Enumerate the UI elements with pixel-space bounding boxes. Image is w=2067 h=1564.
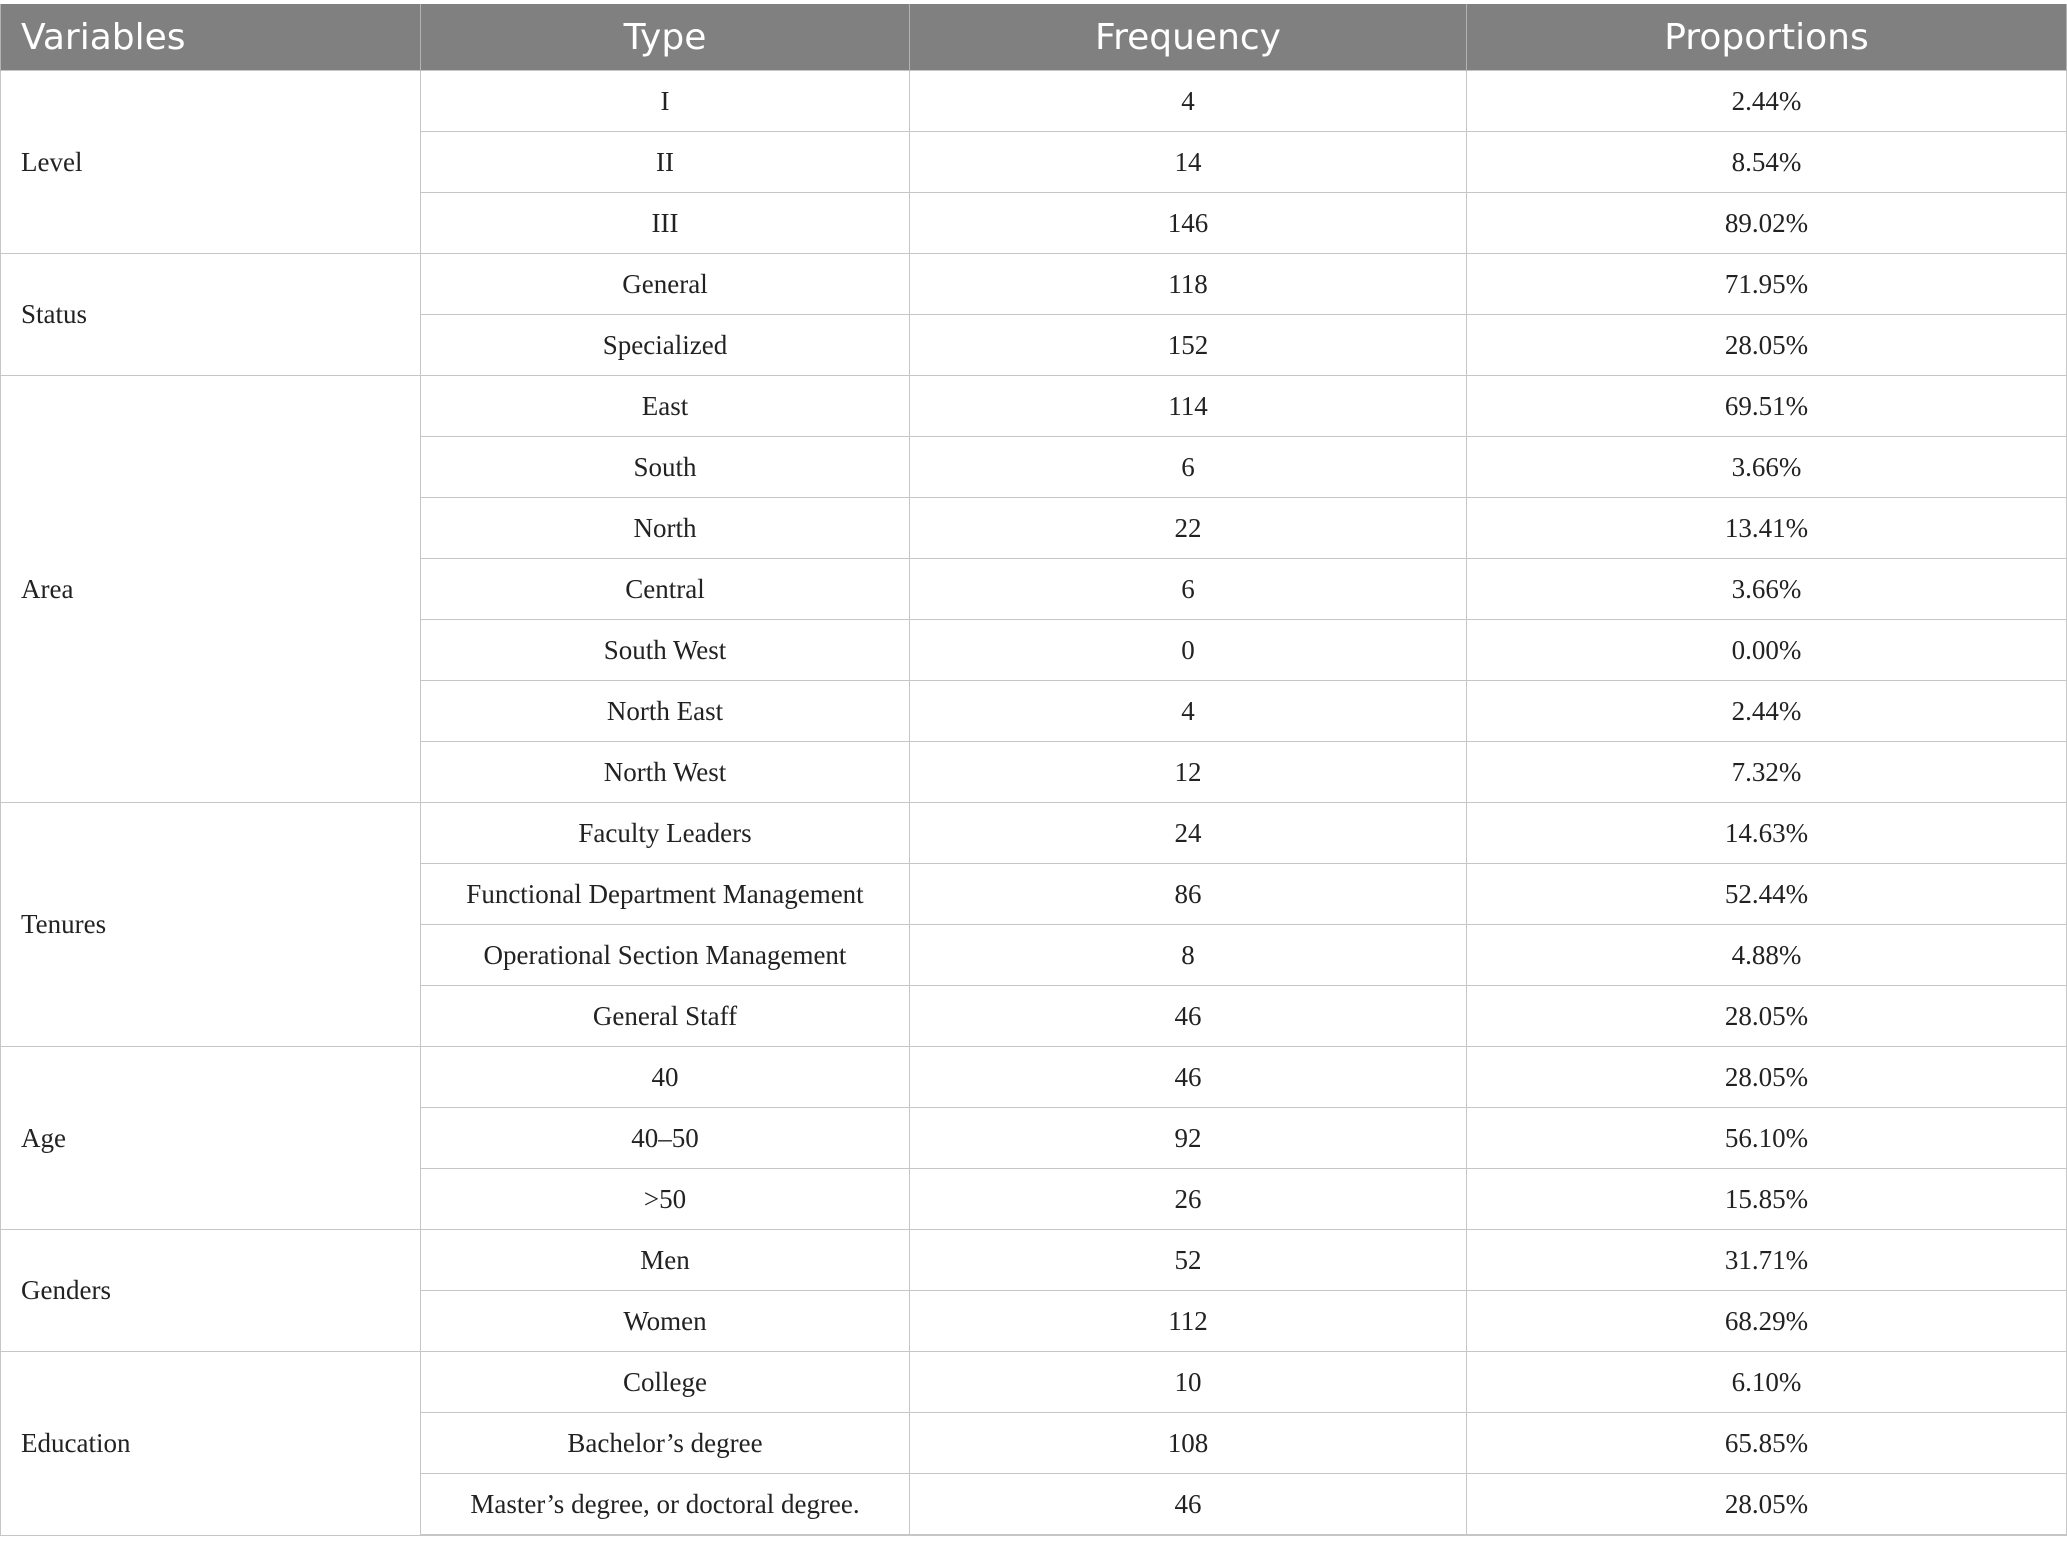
variable-cell: Education: [1, 1352, 421, 1536]
type-cell: General: [421, 254, 910, 315]
frequency-cell: 0: [910, 620, 1467, 681]
variable-cell: Tenures: [1, 803, 421, 1047]
type-cell: South: [421, 437, 910, 498]
proportion-cell: 89.02%: [1467, 193, 2067, 254]
proportion-cell: 28.05%: [1467, 986, 2067, 1047]
type-cell: North East: [421, 681, 910, 742]
frequency-cell: 8: [910, 925, 1467, 986]
frequency-cell: 6: [910, 559, 1467, 620]
proportion-cell: 2.44%: [1467, 71, 2067, 132]
frequency-cell: 152: [910, 315, 1467, 376]
frequency-cell: 46: [910, 1047, 1467, 1108]
table-row: [1, 254, 2067, 315]
variable-cell: Area: [1, 376, 421, 803]
frequency-cell: 6: [910, 437, 1467, 498]
type-cell: Women: [421, 1291, 910, 1352]
type-cell: Functional Department Management: [421, 864, 910, 925]
type-cell: North: [421, 498, 910, 559]
proportion-cell: 28.05%: [1467, 1474, 2067, 1536]
type-cell: North West: [421, 742, 910, 803]
frequency-cell: 118: [910, 254, 1467, 315]
proportion-cell: 31.71%: [1467, 1230, 2067, 1291]
frequency-cell: 14: [910, 132, 1467, 193]
type-cell: East: [421, 376, 910, 437]
table-body: [1, 71, 2067, 1536]
table-row: [1, 71, 2067, 132]
type-cell: Master’s degree, or doctoral degree.: [421, 1474, 910, 1536]
header-row: [1, 4, 2067, 71]
frequency-cell: 108: [910, 1413, 1467, 1474]
table-row: [1, 1047, 2067, 1108]
header-frequency: Frequency: [910, 4, 1467, 71]
type-cell: Men: [421, 1230, 910, 1291]
type-cell: 40: [421, 1047, 910, 1108]
variable-cell: Age: [1, 1047, 421, 1230]
proportion-cell: 3.66%: [1467, 559, 2067, 620]
frequency-cell: 10: [910, 1352, 1467, 1413]
frequency-cell: 46: [910, 986, 1467, 1047]
header-proportions: Proportions: [1467, 4, 2067, 71]
proportion-cell: 28.05%: [1467, 1047, 2067, 1108]
proportion-cell: 56.10%: [1467, 1108, 2067, 1169]
variable-cell: Level: [1, 71, 421, 254]
proportion-cell: 8.54%: [1467, 132, 2067, 193]
proportion-cell: 69.51%: [1467, 376, 2067, 437]
type-cell: College: [421, 1352, 910, 1413]
frequency-cell: 4: [910, 71, 1467, 132]
type-cell: I: [421, 71, 910, 132]
type-cell: >50: [421, 1169, 910, 1230]
table-header: [1, 4, 2067, 71]
frequency-cell: 52: [910, 1230, 1467, 1291]
proportion-cell: 0.00%: [1467, 620, 2067, 681]
type-cell: Specialized: [421, 315, 910, 376]
proportion-cell: 71.95%: [1467, 254, 2067, 315]
frequency-cell: 92: [910, 1108, 1467, 1169]
proportion-cell: 14.63%: [1467, 803, 2067, 864]
proportion-cell: 52.44%: [1467, 864, 2067, 925]
frequency-cell: 4: [910, 681, 1467, 742]
frequency-cell: 86: [910, 864, 1467, 925]
proportion-cell: 2.44%: [1467, 681, 2067, 742]
demographics-table: [0, 4, 2067, 1536]
frequency-cell: 114: [910, 376, 1467, 437]
table-row: [1, 1230, 2067, 1291]
frequency-cell: 112: [910, 1291, 1467, 1352]
variable-cell: Status: [1, 254, 421, 376]
proportion-cell: 13.41%: [1467, 498, 2067, 559]
frequency-cell: 22: [910, 498, 1467, 559]
proportion-cell: 3.66%: [1467, 437, 2067, 498]
type-cell: Faculty Leaders: [421, 803, 910, 864]
proportion-cell: 4.88%: [1467, 925, 2067, 986]
type-cell: 40–50: [421, 1108, 910, 1169]
type-cell: II: [421, 132, 910, 193]
proportion-cell: 6.10%: [1467, 1352, 2067, 1413]
frequency-cell: 46: [910, 1474, 1467, 1536]
header-type: Type: [421, 4, 910, 71]
type-cell: South West: [421, 620, 910, 681]
proportion-cell: 65.85%: [1467, 1413, 2067, 1474]
type-cell: Bachelor’s degree: [421, 1413, 910, 1474]
type-cell: III: [421, 193, 910, 254]
frequency-cell: 24: [910, 803, 1467, 864]
variable-cell: Genders: [1, 1230, 421, 1352]
proportion-cell: 28.05%: [1467, 315, 2067, 376]
table-row: [1, 803, 2067, 864]
proportion-cell: 7.32%: [1467, 742, 2067, 803]
type-cell: Operational Section Management: [421, 925, 910, 986]
header-variables: Variables: [1, 4, 421, 71]
proportion-cell: 15.85%: [1467, 1169, 2067, 1230]
table-row: [1, 376, 2067, 437]
type-cell: General Staff: [421, 986, 910, 1047]
table-row: [1, 1352, 2067, 1413]
frequency-cell: 146: [910, 193, 1467, 254]
frequency-cell: 12: [910, 742, 1467, 803]
frequency-cell: 26: [910, 1169, 1467, 1230]
type-cell: Central: [421, 559, 910, 620]
proportion-cell: 68.29%: [1467, 1291, 2067, 1352]
